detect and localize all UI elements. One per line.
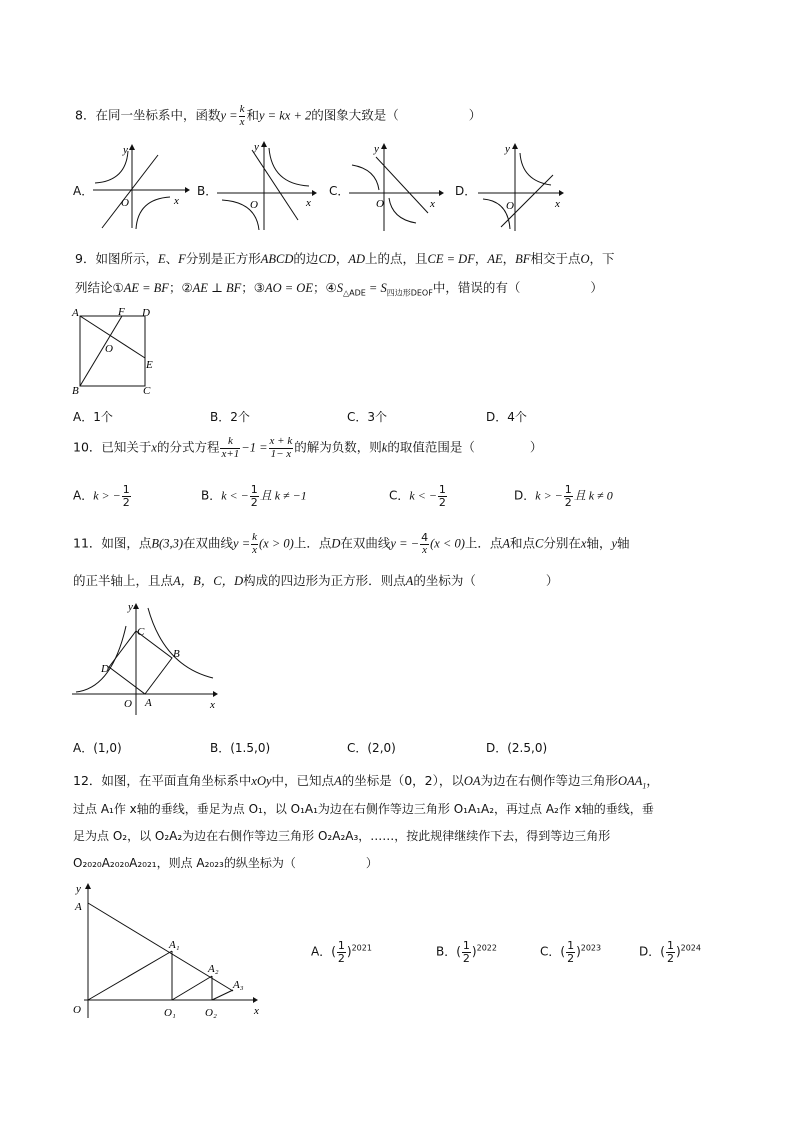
q10-option-d: D．k > − $\frac{1}{2}$ 且 k ≠ 0	[514, 483, 613, 509]
q8-graph-d	[475, 143, 567, 235]
svg-text:E: E	[146, 359, 153, 371]
svg-text:A: A	[145, 697, 152, 709]
svg-text:A: A	[72, 307, 79, 319]
q12-line1: 12．如图，在平面直角坐标系中xOy中，已知点A的坐标是（0，2），以OA为边在右侧作等边三角形$OAA_1$，	[73, 773, 659, 791]
svg-text:x: x	[555, 198, 560, 210]
q8-text: 8．在同一坐标系中，函数	[75, 107, 221, 123]
svg-text:A₁: A₁	[169, 939, 180, 951]
svg-text:D: D	[142, 307, 150, 319]
q10-option-c: C．k < − $\frac{1}{2}$	[389, 483, 446, 509]
svg-text:x: x	[174, 195, 179, 207]
svg-text:B: B	[72, 385, 79, 397]
q10-option-a: A．k > − $\frac{1}{2}$	[73, 483, 130, 509]
q12-option-b: B．( $\frac{1}{2}$ )$^{2022}$	[436, 939, 497, 965]
q10-option-b: B．k < − $\frac{1}{2}$ 且 k ≠ −1	[201, 483, 307, 509]
q9-option-b: B．2个	[210, 410, 250, 424]
q12-figure	[68, 880, 273, 1025]
svg-text:O: O	[250, 199, 258, 211]
q12-line2: 过点 A₁作 x轴的垂线，垂足为点 O₁，以 O₁A₁为边在右侧作等边三角形 O₁A₁A₂，再过点 A₂作 x轴的垂线，垂	[73, 802, 654, 816]
q9-option-c: C．3个	[347, 410, 388, 424]
q11-option-a: A．(1,0)	[73, 741, 122, 755]
q8-and: 和	[246, 107, 259, 123]
q9-line2: 列结论①AE = BF；②AE ⊥ BF；③AO = OE；$④S_{\triangle ADE} = S_{四边形DEOF}$中，错误的有（ ）	[75, 280, 603, 298]
q9-line1: 9．如图所示，E、F分别是正方形ABCD的边CD，AD上的点，且CE = DF，AE，BF相交于点O，下	[75, 251, 615, 266]
q8-line: y = kx + 2	[258, 108, 312, 123]
svg-text:A₂: A₂	[208, 963, 219, 975]
svg-text:O: O	[73, 1004, 81, 1016]
q11-option-d: D．(2.5,0)	[486, 741, 548, 755]
q8-close: ）	[468, 107, 482, 123]
q10-stem: 10．已知关于x的分式方程 $\frac{k}{x+1}$ −1 = $\frac{x + k}{1- x}$ 的解为负数，则k的取值范围是（ ）	[73, 435, 543, 460]
svg-text:y: y	[254, 141, 259, 153]
svg-text:x: x	[254, 1005, 259, 1017]
q9-option-d: D．4个	[486, 410, 527, 424]
q8-graph-a	[90, 143, 190, 231]
svg-text:O₂: O₂	[205, 1007, 217, 1019]
q12-option-a: A．( $\frac{1}{2}$ )$^{2021}$	[311, 939, 372, 965]
q11-option-b: B．(1.5,0)	[210, 741, 271, 755]
svg-text:O: O	[506, 200, 514, 212]
svg-text:x: x	[430, 198, 435, 210]
svg-text:O: O	[105, 343, 113, 355]
svg-text:O₁: O₁	[164, 1007, 176, 1019]
q12-option-d: D．( $\frac{1}{2}$ )$^{2024}$	[639, 939, 701, 965]
svg-text:O: O	[376, 198, 384, 210]
svg-text:y: y	[123, 144, 128, 156]
q12-option-c: C．( $\frac{1}{2}$ )$^{2023}$	[540, 939, 602, 965]
svg-text:O: O	[121, 197, 129, 209]
svg-text:C: C	[143, 385, 151, 397]
svg-text:y: y	[128, 601, 133, 613]
q8-option-c-label: C．	[329, 184, 350, 198]
svg-text:x: x	[306, 197, 311, 209]
q8-frac: $\frac{k}{x}$	[239, 103, 245, 128]
svg-text:A: A	[75, 901, 82, 913]
svg-text:D: D	[101, 663, 109, 675]
q8-func: y =	[220, 108, 238, 123]
svg-text:y: y	[374, 143, 379, 155]
q12-line4: O₂₀₂₀A₂₀₂₀A₂₀₂₁，则点 A₂₀₂₃的纵坐标为（ ）	[73, 856, 378, 870]
q8-text-b: 的图象大致是（	[311, 107, 399, 123]
q11-figure	[68, 600, 228, 718]
q11-line1: 11．如图，点B(3,3)在双曲线y = $\frac{k}{x}$ (x > 0)上．点D在双曲线y = − $\frac{4}{x}$ (x < 0)上．点A和点C分别在x轴，y轴	[73, 531, 630, 556]
svg-text:O: O	[124, 698, 132, 710]
svg-text:F: F	[118, 306, 125, 318]
q12-line3: 足为点 O₂，以 O₂A₂为边在右侧作等边三角形 O₂A₂A₃，……，按此规律继续作下去，得到等边三角形	[73, 829, 611, 843]
svg-text:B: B	[173, 648, 180, 660]
svg-text:x: x	[210, 699, 215, 711]
q8-option-d-label: D．	[455, 184, 477, 198]
q8-graph-c	[346, 143, 446, 235]
svg-text:A₃: A₃	[233, 979, 244, 991]
q9-figure	[70, 306, 160, 398]
svg-text:y: y	[76, 883, 81, 895]
q8-stem	[75, 104, 481, 128]
q8-graph-b	[214, 140, 318, 232]
svg-text:y: y	[505, 143, 510, 155]
q8-option-b-label: B．	[197, 184, 218, 198]
q11-option-c: C．(2,0)	[347, 741, 396, 755]
q11-line2: 的正半轴上，且点A，B，C，D构成的四边形为正方形．则点A的坐标为（ ）	[73, 573, 559, 588]
q9-option-a: A．1个	[73, 410, 113, 424]
q8-option-a-label: A．	[73, 184, 94, 198]
svg-text:C: C	[137, 626, 145, 638]
